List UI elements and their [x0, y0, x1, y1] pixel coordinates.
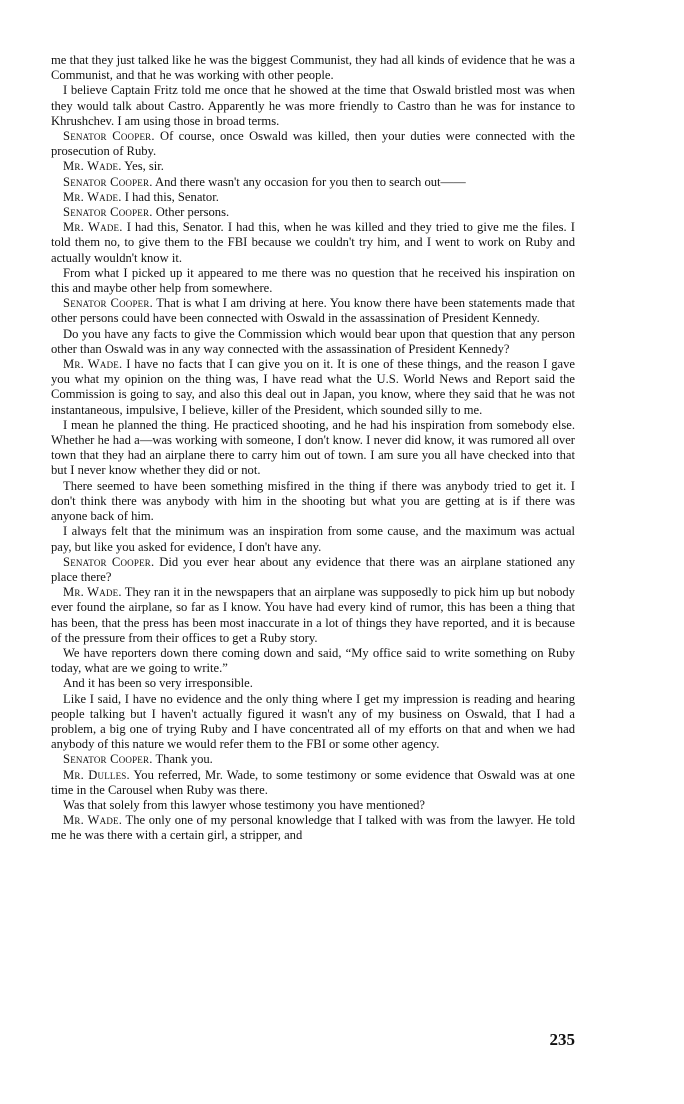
speaker-name: Mr. Wade.	[63, 189, 122, 204]
speaker-name: Mr. Wade.	[63, 813, 123, 828]
paragraph	[51, 479, 575, 525]
testimony-text	[51, 53, 575, 844]
paragraph	[51, 53, 575, 83]
paragraph	[51, 205, 575, 220]
paragraph-text: The only one of my personal knowledge that I talked with was from the lawyer. He told me he was there with a certain girl, a stripper, and	[51, 813, 575, 843]
paragraph-text: And it has been so very irresponsible.	[63, 676, 253, 691]
paragraph-text: Was that solely from this lawyer whose testimony you have mentioned?	[63, 797, 426, 812]
paragraph	[51, 585, 575, 646]
paragraph	[51, 752, 575, 767]
paragraph	[51, 676, 575, 691]
speaker-name: Mr. Dulles.	[63, 767, 130, 782]
paragraph	[51, 555, 575, 585]
paragraph-text: I had this, Senator. I had this, when he was killed and they tried to give me the files. I told them no, to give them to the FBI because we couldn't try him, and I went to work on Ruby and actually wouldn't know it.	[51, 220, 575, 265]
paragraph	[51, 266, 575, 296]
speaker-name: Mr. Wade.	[63, 159, 122, 174]
paragraph-text: I mean he planned the thing. He practiced shooting, and he had his inspiration from somebody else. Whether he had a—was working with someone, I don't know. I never did know, it was rumored all over town that they had an airplane there to carry him out of town. I am sure you all have checked into that but I never know whether they did or not.	[51, 417, 575, 478]
paragraph	[51, 327, 575, 357]
paragraph-text: We have reporters down there coming down and said, “My office said to write something on Ruby today, what are we going to write.”	[51, 645, 575, 676]
paragraph	[51, 175, 575, 190]
paragraph-text: You referred, Mr. Wade, to some testimony or some evidence that Oswald was at one time in the Carousel when Ruby was there.	[51, 767, 575, 797]
speaker-name: Mr. Wade.	[63, 585, 122, 600]
speaker-name: Senator Cooper.	[63, 174, 153, 189]
paragraph-text: From what I picked up it appeared to me there was no question that he received his inspiration on this and maybe other help from somewhere.	[51, 265, 575, 296]
paragraph-text: me that they just talked like he was the biggest Communist, they had all kinds of evidence that he was a Communist, and that he was working with other people.	[51, 53, 575, 83]
paragraph-text: I had this, Senator.	[121, 189, 219, 204]
page-number: 235	[549, 1030, 575, 1049]
paragraph-text: Do you have any facts to give the Commission which would bear upon that question that any person other than Oswald was in any way connected with the assassination of President Kennedy?	[51, 326, 575, 356]
paragraph-text: Other persons.	[152, 205, 230, 220]
paragraph-text: I have no facts that I can give you on it. It is one of these things, and the reason I gave you what my opinion on the thing was, I have read what the U.S. World News and Report said the Commission is going to say, and also this deal out in Japan, you know, where they said that he was not instantaneous, impulsive, I believe, killer of the President, which sounded silly to me.	[51, 357, 575, 417]
paragraph	[51, 190, 575, 205]
paragraph	[51, 83, 575, 129]
paragraph	[51, 296, 575, 326]
paragraph	[51, 129, 575, 159]
paragraph-text: Yes, sir.	[121, 159, 164, 174]
speaker-name: Senator Cooper.	[63, 296, 153, 311]
paragraph	[51, 159, 575, 174]
paragraph	[51, 768, 575, 798]
paragraph-text: Thank you.	[152, 752, 213, 767]
paragraph-text: That is what I am driving at here. You know there have been statements made that other persons could have been connected with Oswald in the assassination of President Kennedy.	[51, 296, 576, 326]
speaker-name: Senator Cooper.	[63, 752, 153, 767]
paragraph	[51, 220, 575, 266]
paragraph-text: I believe Captain Fritz told me once that he showed at the time that Oswald bristled most was when they would talk about Castro. Apparently he was more friendly to Castro than he was for instance to Khrushchev. I am using those in broad terms.	[51, 83, 575, 128]
paragraph	[51, 798, 575, 813]
paragraph-text: There seemed to have been something misfired in the thing if there was anybody tried to get it. I don't think there was anybody with him in the shooting but what you are getting at is if there was anyone back of him.	[51, 478, 575, 524]
speaker-name: Senator Cooper.	[63, 129, 155, 144]
speaker-name: Senator Cooper.	[63, 554, 155, 569]
paragraph-text: Of course, once Oswald was killed, then your duties were connected with the prosecution of Ruby.	[51, 129, 575, 159]
paragraph	[51, 813, 575, 843]
speaker-name: Senator Cooper.	[63, 205, 153, 220]
paragraph-text: And there wasn't any occasion for you then to search out——	[152, 174, 466, 189]
paragraph-text: They ran it in the newspapers that an airplane was supposedly to pick him up but nobody ever found the airplane, so far as I know. You have had every kind of rumor, this has been a thing that has been, that the press has been most inaccurate in a lot of things they have reported, and it is because of the pressure from their offices to get a Ruby story.	[51, 585, 575, 645]
paragraph-text: I always felt that the minimum was an inspiration from some cause, and the maximum was actual pay, but like you asked for evidence, I don't have any.	[51, 524, 575, 554]
paragraph	[51, 692, 575, 753]
paragraph-text: Like I said, I have no evidence and the only thing where I get my impression is reading and hearing people talking but I haven't actually figured it wasn't any of my business on Oswald, that I had a problem, a big one of trying Ruby and I have concentrated all of my efforts on that and when we had anybody of this nature we would refer them to the FBI or some other agency.	[51, 691, 575, 752]
paragraph	[51, 357, 575, 418]
paragraph	[51, 418, 575, 479]
speaker-name: Mr. Wade.	[63, 357, 123, 372]
speaker-name: Mr. Wade.	[63, 220, 123, 235]
paragraph	[51, 646, 575, 676]
paragraph-text: Did you ever hear about any evidence that there was an airplane stationed any place there?	[51, 554, 576, 584]
paragraph	[51, 524, 575, 554]
